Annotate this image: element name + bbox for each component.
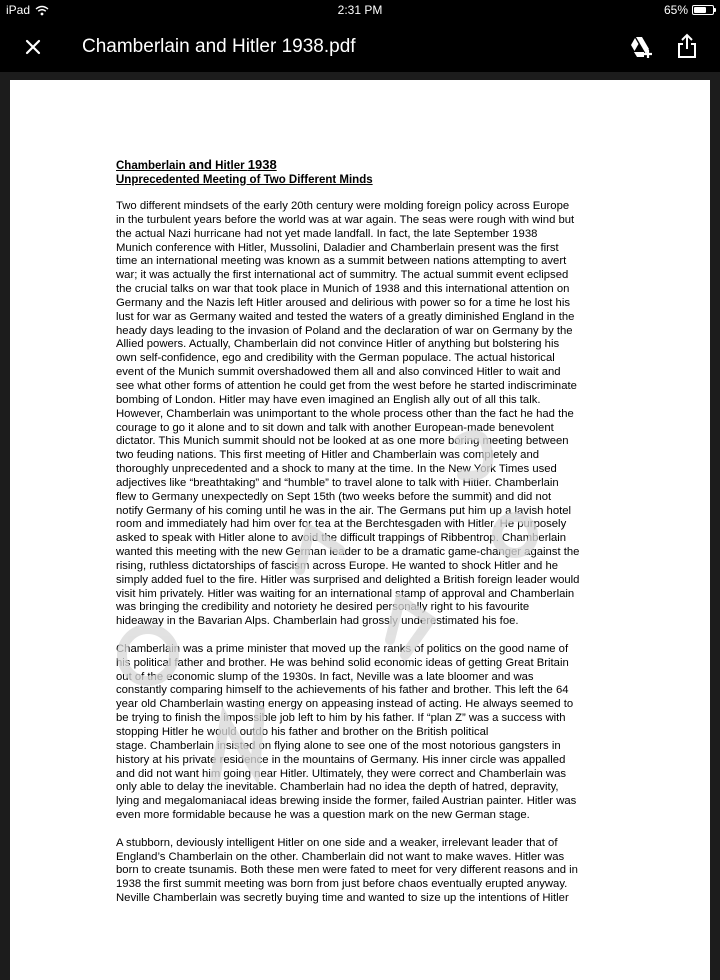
- text-line: born to create tsunamis. Both these men were fated to meet for very different reasons and in: [116, 864, 578, 877]
- page-content: [116, 158, 606, 920]
- text-line: wanted this meeting with the new German leader to be a dramatic game-changer against the: [116, 546, 580, 559]
- heading-part: Hitler: [211, 160, 248, 172]
- text-line: Allied powers. Actually, Chamberlain did not convince Hitler of anything but bolstering his: [116, 338, 560, 351]
- share-icon: [674, 32, 700, 60]
- text-line: hideaway in the Bavarian Alps. Chamberlain had grossly underestimated his foe.: [116, 615, 519, 628]
- close-button[interactable]: [20, 34, 46, 60]
- text-line: his political father and brother. He was behind solid economic ideas of getting Great Britain: [116, 656, 569, 669]
- heading-block: [116, 158, 606, 187]
- heading-part: and: [188, 157, 212, 172]
- text-line: Neville Chamberlain was secretly buying time and wanted to size up the intentions of Hitler: [116, 892, 569, 905]
- google-drive-add-icon: [628, 34, 654, 60]
- text-line: two feuding nations. This first meeting of Hitler and Chamberlain was completely and: [116, 449, 540, 462]
- text-line: 1938 the first summit meeting was born from just before chaos eventually erupted anyway.: [116, 878, 568, 891]
- text-line: courage to go it alone and to sit down and talk with another European-made benevolent: [116, 421, 554, 434]
- text-line: be trying to finish the impossible job left to him by his father. If “plan Z” was a success with: [116, 712, 566, 725]
- text-line: the crucial talks on war that took place in Munich of 1938 and this international attention on: [116, 283, 570, 296]
- text-line: war; it was actually the first international act of summitry. The actual summit event eclipsed: [116, 269, 569, 282]
- text-line: visit him privately. Hitler was waiting for an international stamp of approval and Chamberlain: [116, 587, 575, 600]
- text-line: bombing of London. Hitler may have even imagined an English ally out of all this talk.: [116, 393, 541, 406]
- battery-percent: 65%: [663, 3, 688, 17]
- text-line: simply added fuel to the fire. Hitler was surprised and delighted a British foreign leader would: [116, 573, 580, 586]
- text-line: history at his private residence in the mountains of Germany. His inner circle was appalled: [116, 753, 566, 766]
- text-line: Two different mindsets of the early 20th century were molding foreign policy across Europe: [116, 200, 570, 212]
- text-line: lust for war as Germany waited and tested the waters of a greatly diminished England in the: [116, 310, 575, 323]
- text-line: event of the Munich summit overshadowed them all and also convinced Hitler to wait and: [116, 366, 561, 379]
- text-line: stage. Chamberlain insisted on flying alone to see one of the most notorious gangsters in: [116, 739, 561, 752]
- status-right: [664, 3, 714, 17]
- text-line: Chamberlain was a prime minister that moved up the ranks of politics on the good name of: [116, 642, 569, 655]
- text-line: only able to delay the inevitable. Chamberlain had no idea the depth of hatred, depravity,: [116, 781, 559, 794]
- heading-part: Chamberlain: [116, 160, 189, 172]
- text-line: out of the economic slump of the 1930s. In fact, Neville was a late bloomer and was: [116, 670, 534, 683]
- status-bar: [0, 0, 720, 22]
- text-line: Germany and the Nazis left Hitler aroused and delirious with power so for a time he lost his: [116, 296, 570, 309]
- heading-part: 1938: [247, 157, 277, 172]
- text-line: thoroughly unprecedented and a shock to many at the time. In the New York Times used: [116, 463, 557, 476]
- text-line: was bringing the credibility and notoriety he desired personally right to his favourite: [116, 601, 530, 614]
- text-line: and did not want him going near Hitler. Ultimately, they were correct and Chamberlain was: [116, 767, 566, 780]
- text-line: dictator. This Munich summit should not be looked at as one more boring meeting between: [116, 435, 569, 448]
- device-name: iPad: [6, 3, 31, 17]
- text-line: Munich conference with Hitler, Mussolini, Daladier and Chamberlain present was the first: [116, 241, 559, 254]
- text-line: even more formidable because he was a question mark on the new German stage.: [116, 809, 530, 822]
- paragraph: [116, 200, 606, 629]
- text-line: notify Germany of his coming until he was in the air. The Germans put him up a lavish hotel: [116, 504, 572, 517]
- close-icon: [20, 34, 46, 60]
- share-button[interactable]: [674, 32, 700, 60]
- document-title: Chamberlain and Hitler 1938.pdf: [82, 36, 356, 57]
- text-line: A stubborn, deviously intelligent Hitler on one side and a weaker, irrelevant leader that of: [116, 836, 558, 849]
- text-line: adjectives like “breathtaking” and “humble” to travel alone to talk with Hitler. Chamberlain: [116, 476, 559, 489]
- text-line: heady days leading to the invasion of Poland and the declaration of war on Germany by the: [116, 324, 573, 337]
- text-line: rising, ruthless dictatorships of fascism across Europe. He wanted to shock Hitler and he: [116, 559, 559, 572]
- text-line: stopping Hitler he would outdo his father and brother on the British political: [116, 726, 489, 739]
- document-heading: [116, 158, 606, 174]
- add-to-drive-button[interactable]: [628, 34, 654, 60]
- text-line: in the turbulent years before the world was at war again. The seas were rough with wind but: [116, 213, 575, 226]
- text-line: However, Chamberlain was unimportant to the whole process other than the fact he had the: [116, 407, 574, 420]
- paragraph: [116, 837, 606, 906]
- text-line: asked to speak with Hitler alone to avoid the difficult trappings of Ribbentrop. Chamberlain: [116, 532, 567, 545]
- pdf-page: [10, 80, 710, 980]
- text-line: room and immediately had him over for tea at the Berchtesgaden with Hitler. He purposely: [116, 518, 567, 531]
- text-line: see what other forms of attention he could get from the west before he started indiscriminate: [116, 379, 577, 392]
- text-line: time an international meeting was known as a summit between nations attempting to avert: [116, 255, 567, 268]
- text-line: lying and megalomaniacal ideas brewing inside the former, failed Austrian painter. Hitler was: [116, 795, 577, 808]
- document-body: [116, 200, 606, 906]
- app-header: [0, 22, 720, 72]
- battery-icon: [692, 5, 714, 15]
- text-line: year old Chamberlain wasting energy on appeasing instead of acting. He always seemed to: [116, 698, 574, 711]
- text-line: England’s Chamberlain on the other. Chamberlain did not want to make waves. Hitler was: [116, 850, 565, 863]
- text-line: the actual Nazi hurricane had not yet made landfall. In fact, the late September 1938: [116, 227, 538, 240]
- text-line: flew to Germany unexpectedly on Sept 15th (two weeks before the summit) and did not: [116, 490, 552, 503]
- text-line: constantly comparing himself to the achievements of his father and brother. This left the 64: [116, 684, 569, 697]
- status-time: 2:31 PM: [337, 3, 383, 17]
- battery-fill: [694, 7, 706, 13]
- text-line: own self-confidence, ego and credibility with the German populace. The actual historical: [116, 352, 555, 365]
- document-subheading: Unprecedented Meeting of Two Different Minds: [116, 173, 373, 186]
- paragraph: [116, 643, 606, 823]
